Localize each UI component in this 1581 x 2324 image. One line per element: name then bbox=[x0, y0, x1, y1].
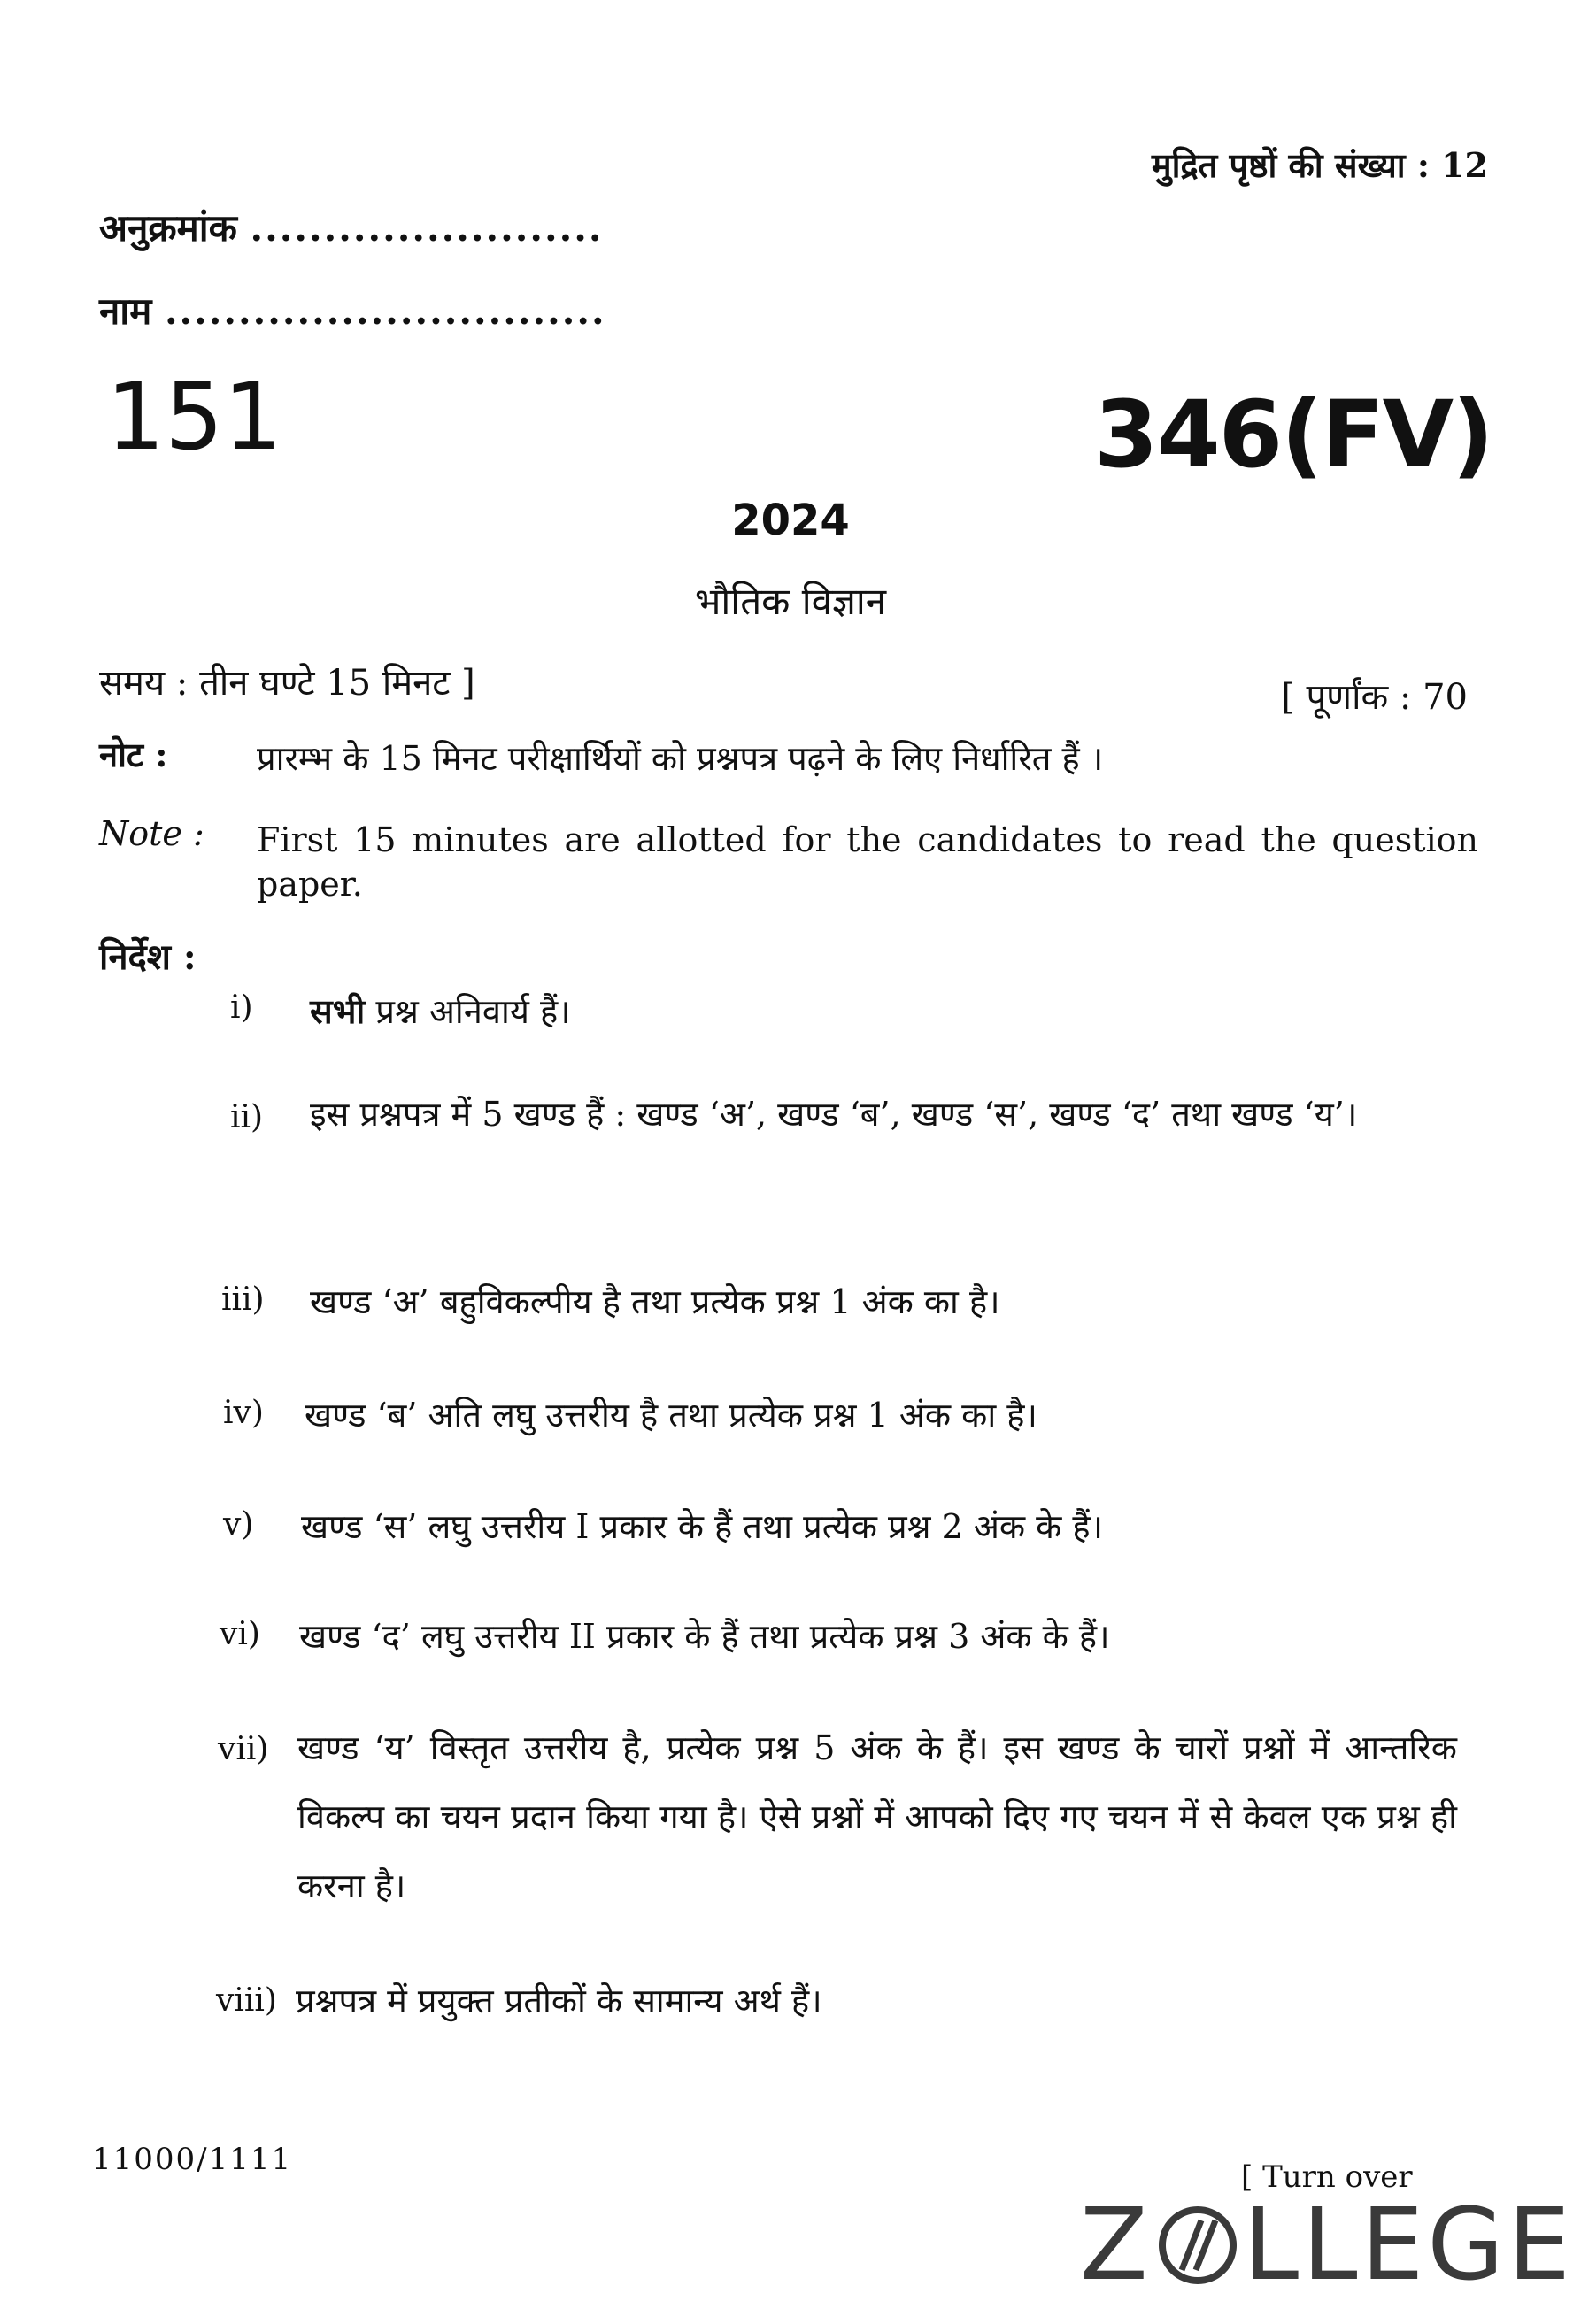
instruction-item bbox=[220, 1616, 260, 1652]
instruction-item bbox=[230, 1099, 263, 1135]
exam-year: 2024 bbox=[731, 496, 850, 545]
footer-print-code: 11000/1111 bbox=[92, 2142, 293, 2177]
instruction-number: v) bbox=[223, 1506, 254, 1543]
paper-code: 346(FV) bbox=[1094, 381, 1492, 489]
instruction-text: खण्ड ‘स’ लघु उत्तरीय I प्रकार के हैं तथा प्रत्येक प्रश्न 2 अंक के हैं। bbox=[301, 1507, 1104, 1546]
paper-serial-number: 151 bbox=[106, 363, 282, 471]
time-allowed: समय : तीन घण्टे 15 मिनट ] bbox=[99, 663, 475, 704]
logo-letter-z: Z bbox=[1080, 2188, 1152, 2303]
instruction-number: iii) bbox=[221, 1281, 265, 1318]
instruction-item bbox=[216, 1982, 277, 2019]
instruction-text: प्रश्नपत्र में प्रयुक्त प्रतीकों के सामान्य अर्थ हैं। bbox=[296, 1982, 822, 2020]
instruction-text: खण्ड ‘द’ लघु उत्तरीय II प्रकार के हैं तथा प्रत्येक प्रश्न 3 अंक के हैं। bbox=[299, 1617, 1110, 1656]
note-text-hindi: प्रारम्भ के 15 मिनट परीक्षार्थियों को प्रश्नपत्र पढ़ने के लिए निर्धारित हैं । bbox=[257, 739, 1104, 778]
instruction-body: प्रश्न अनिवार्य हैं। bbox=[365, 992, 571, 1031]
instruction-number: vi) bbox=[220, 1616, 260, 1652]
turn-over-note: [ Turn over bbox=[1241, 2159, 1413, 2195]
instruction-emphasis: सभी bbox=[310, 991, 366, 1031]
name-blank: .............................. bbox=[164, 289, 606, 333]
instruction-text: खण्ड ‘अ’ बहुविकल्पीय है तथा प्रत्येक प्रश्न 1 अंक का है। bbox=[310, 1282, 1000, 1321]
instruction-item bbox=[223, 1506, 253, 1543]
note-text-english: First 15 minutes are allotted for the candidates to read the question paper. bbox=[257, 820, 1478, 904]
subject-title: भौतिक विज्ञान bbox=[694, 580, 887, 623]
note-label-hindi: नोट : bbox=[99, 735, 168, 774]
name-field bbox=[99, 285, 606, 335]
slashed-circle-icon bbox=[1157, 2205, 1238, 2286]
maximum-marks: [ पूर्णांक : 70 bbox=[1281, 677, 1468, 718]
instructions-heading: निर्देश : bbox=[99, 936, 197, 978]
instruction-number: ii) bbox=[230, 1099, 264, 1135]
logo-letters-llege: LLEGE bbox=[1243, 2188, 1574, 2303]
instruction-number: iv) bbox=[223, 1395, 264, 1431]
instruction-item bbox=[221, 1281, 265, 1318]
instruction-number: vii) bbox=[218, 1731, 269, 1767]
printed-pages-count: मुद्रित पृष्ठों की संख्या : 12 bbox=[1151, 145, 1488, 185]
instruction-number: i) bbox=[230, 989, 253, 1026]
instruction-number: viii) bbox=[216, 1982, 277, 2019]
name-label: नाम bbox=[99, 289, 152, 333]
note-label-english: Note : bbox=[99, 814, 204, 853]
instruction-text: खण्ड ‘ब’ अति लघु उत्तरीय है तथा प्रत्येक प्रश्न 1 अंक का है। bbox=[305, 1396, 1037, 1435]
roll-number-blank: ........................ bbox=[250, 206, 604, 250]
instruction-text: इस प्रश्नपत्र में 5 खण्ड हैं : खण्ड ‘अ’, खण्ड ‘ब’, खण्ड ‘स’, खण्ड ‘द’ तथा खण्ड ‘य’। bbox=[310, 1095, 1358, 1134]
roll-number-field bbox=[99, 202, 603, 252]
roll-number-label: अनुक्रमांक bbox=[99, 206, 237, 250]
instruction-item bbox=[218, 1731, 268, 1767]
zollege-watermark-logo bbox=[1080, 2188, 1574, 2303]
instruction-text bbox=[310, 977, 1469, 1046]
instruction-item bbox=[223, 1395, 264, 1431]
instruction-text: खण्ड ‘य’ विस्तृत उत्तरीय है, प्रत्येक प्रश्न 5 अंक के हैं। इस खण्ड के चारों प्रश्नों में आन्तरिक विकल्प का चयन प्रदान किया गया है। ऐसे प्रश्नों में आपको दिए गए चयन में से केवल एक प्रश्न ही करना है। bbox=[297, 1728, 1457, 1905]
instruction-item bbox=[230, 989, 253, 1026]
